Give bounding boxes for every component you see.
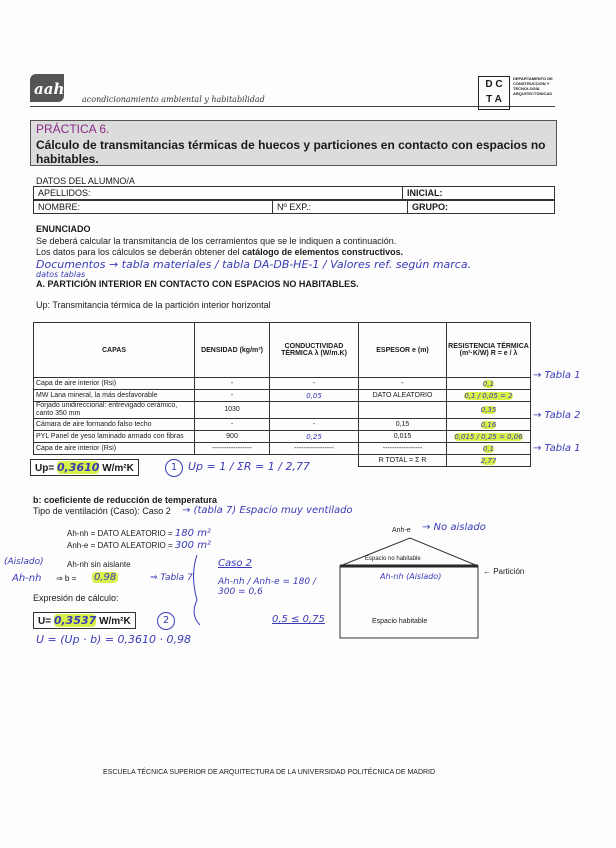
res-value: 0,015 / 0,25 = 0,06 [454, 432, 523, 441]
dept-name: DEPARTAMENTO DE CONSTRUCCIÓN Y TECNOLOGÍA ARQUITECTÓNICAS [513, 76, 553, 96]
res-value: 0,16 [480, 420, 497, 429]
vent-type: Tipo de ventilación (Caso): Caso 2 [33, 506, 171, 516]
cell-cond: - [270, 378, 359, 390]
cell-capa: Cámara de aire formando falso techo [34, 419, 195, 431]
ah-e-label: Anh-e = DATO ALEATORIO = [67, 541, 173, 550]
section-b-title: b: coeficiente de reducción de temperatura [33, 495, 218, 505]
cell-esp: 0,015 [359, 431, 447, 443]
cell-capa: Forjado unidireccional: entrevigado cerámico, canto 350 mm [34, 402, 195, 419]
cell-capa: Capa de aire interior (Rsi) [34, 443, 195, 455]
cell-dens: - [195, 390, 270, 402]
cell-esp: DATO ALEATORIO [359, 390, 447, 402]
res-value: 0,35 [480, 406, 497, 414]
exp-field[interactable]: Nº EXP.: [273, 201, 408, 214]
nombre-field[interactable]: NOMBRE: [34, 201, 273, 214]
hw-tabla1a: → Tabla 1 [533, 370, 581, 381]
grupo-field[interactable]: GRUPO: [408, 201, 555, 214]
circle-1: 1 [165, 459, 183, 477]
up-result-label: Up= [35, 463, 55, 474]
cell-cond: 0,05 [270, 390, 359, 402]
hw-tabla2: → Tabla 2 [533, 410, 581, 421]
practice-number: PRÁCTICA 6. [36, 122, 110, 136]
hw-range: 0,5 ≤ 0,75 [272, 614, 325, 625]
hw-aislado: (Aislado) [4, 557, 44, 567]
student-section-title: DATOS DEL ALUMNO/A [36, 176, 135, 186]
cell-dens: - [195, 378, 270, 390]
cell-cond: 0,25 [270, 431, 359, 443]
th-conductividad: CONDUCTIVIDAD TÉRMICA λ (W/m.K) [270, 323, 359, 378]
diagram-ah-nh: Ah-nh (Aislado) [380, 572, 442, 581]
hw-ah-nh: Ah-nh [12, 573, 42, 584]
aah-logo-text: aah [34, 80, 65, 98]
cell-dens: 1030 [195, 402, 270, 419]
cell-capa: PYL Panel de yeso laminado armado con fibras [34, 431, 195, 443]
cell-esp: 0,15 [359, 419, 447, 431]
u-result-value: 0,3537 [53, 614, 97, 627]
expr-label: Expresión de cálculo: [33, 593, 119, 603]
th-capas: CAPAS [34, 323, 195, 378]
cell-dens: ----------------- [195, 443, 270, 455]
cell-dens: 900 [195, 431, 270, 443]
b-label: ⇒ b = [56, 574, 77, 583]
ah-e-value: 300 m² [174, 540, 211, 551]
hw-no-aislado: → No aislado [422, 522, 486, 533]
dcta-top: D C [485, 79, 503, 90]
cell-esp: - [359, 378, 447, 390]
cell-esp: ----------------- [359, 443, 447, 455]
th-espesor: ESPESOR e (m) [359, 323, 447, 378]
rtotal-label: R TOTAL = Σ R [359, 455, 447, 467]
statement-line2-bold: catálogo de elementos constructivos. [242, 247, 404, 257]
th-densidad: DENSIDAD (kg/m³) [195, 323, 270, 378]
hw-formula-up: Up = 1 / ΣR = 1 / 2,77 [188, 460, 310, 473]
circle-2: 2 [157, 612, 175, 630]
u-result-label: U= [38, 616, 52, 627]
sin-aislante: Ah-nh sin aislante [67, 560, 131, 569]
cell-capa: MW Lana mineral, la más desfavorable [34, 390, 195, 402]
diagram-habitable: Espacio habitable [372, 618, 428, 625]
inicial-field[interactable]: INICIAL: [403, 187, 555, 200]
tagline: acondicionamiento ambiental y habitabilidad [82, 95, 265, 104]
footer: ESCUELA TÉCNICA SUPERIOR DE ARQUITECTURA DE LA UNIVERSIDAD POLITÉCNICA DE MADRID [103, 769, 436, 776]
hw-u-formula: U = (Up · b) = 0,3610 · 0,98 [36, 633, 192, 646]
hw-frac: Ah-nh / Anh-e = 180 / 300 = 0,6 [218, 577, 316, 597]
ah-nh-value: 180 m² [174, 528, 211, 539]
hw-docs2: datos tablas [36, 270, 86, 279]
res-value: 0,1 / 0,05 = 2 [464, 391, 513, 400]
rtotal-value: 2,77 [480, 456, 497, 465]
diagram-ah-e: Anh-e [392, 527, 411, 534]
hw-brace [194, 555, 201, 625]
cell-cond: ----------------- [270, 443, 359, 455]
hw-caso: → (tabla 7) Espacio muy ventilado [182, 505, 353, 516]
practice-title: Cálculo de transmitancias térmicas de huecos y particiones en contacto con espacios no habitables. [36, 138, 546, 166]
th-resistencia: RESISTENCIA TÉRMICA (m²·K/W) R = e / λ [447, 323, 531, 378]
u-result-unit: W/m²K [99, 616, 131, 627]
apellidos-field[interactable]: APELLIDOS: [34, 187, 403, 200]
res-value: 0,1 [482, 379, 495, 388]
diagram-particion: ← Partición [483, 567, 525, 576]
hw-tabla1b: → Tabla 1 [533, 443, 581, 454]
b-value: 0,98 [94, 572, 117, 583]
hw-tabla7: ⇒ Tabla 7 [150, 573, 193, 583]
up-result-value: 0,3610 [56, 461, 100, 474]
diagram-no-habitable: Espacio no habitable [365, 556, 421, 562]
statement-line2-pre: Los datos para los cálculos se deberán obtener del [36, 247, 243, 257]
up-result-unit: W/m²K [102, 463, 134, 474]
cell-dens: - [195, 419, 270, 431]
section-a-title: A. PARTICIÓN INTERIOR EN CONTACTO CON ESPACIOS NO HABITABLES. [36, 279, 359, 289]
dcta-bottom: T A [486, 94, 502, 105]
hw-docs: Documentos → tabla materiales / tabla DA-DB-HE-1 / Valores ref. según marca. [36, 258, 472, 271]
statement-heading: ENUNCIADO [36, 224, 91, 234]
up-label: Up: Transmitancia térmica de la partición interior horizontal [36, 300, 271, 310]
res-value: 0,1 [482, 444, 495, 453]
statement-line1: Se deberá calcular la transmitancia de los cerramientos que se le indiquen a continuación. [36, 236, 397, 246]
ah-nh-label: Ah-nh = DATO ALEATORIO = [67, 529, 173, 538]
cell-capa: Capa de aire interior (Rsi) [34, 378, 195, 390]
cell-cond: - [270, 419, 359, 431]
hw-caso2: Caso 2 [218, 558, 252, 569]
